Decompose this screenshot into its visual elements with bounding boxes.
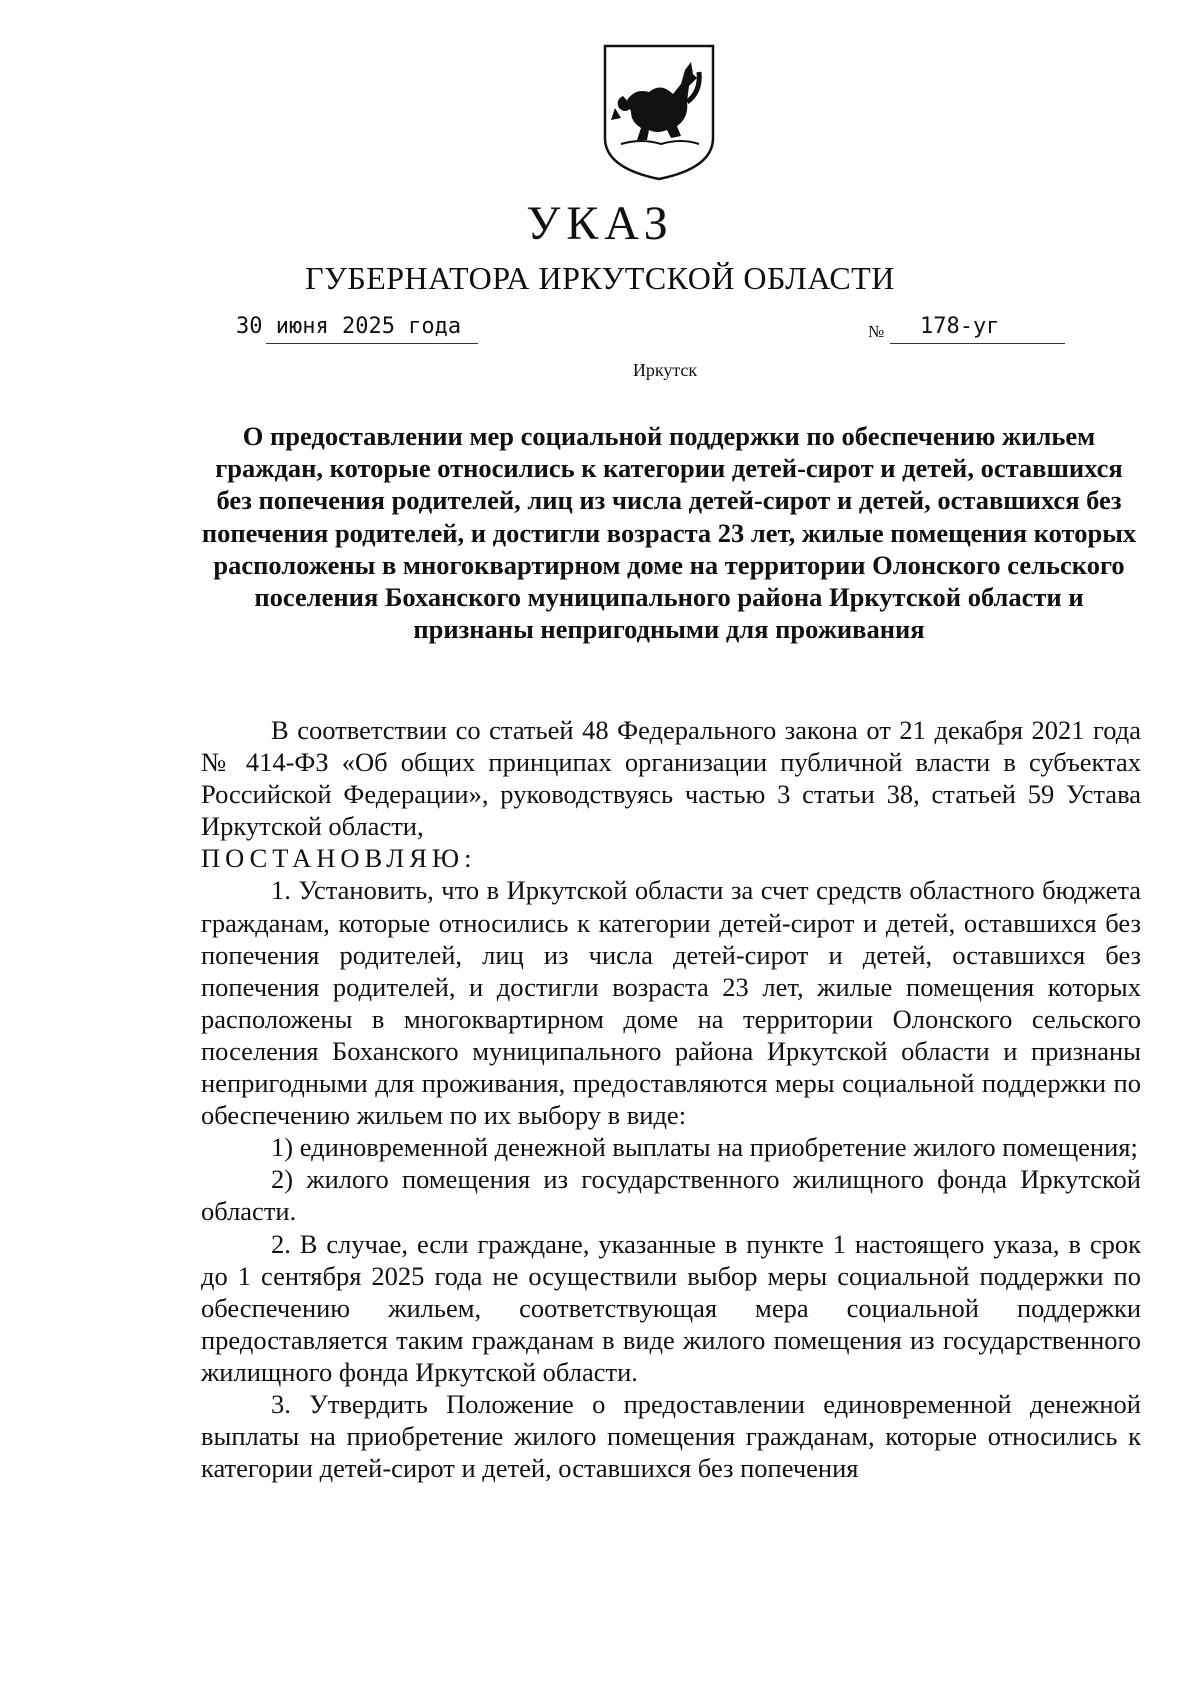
document-heading: О предоставлении мер социальной поддержки по обеспечению жильем граждан, которые относились к категории детей-сирот и детей, оставшихся без попечения родителей, лиц из числа детей-сирот и детей, оставшихся без попечения родителей, и достигли возраста 23 лет, жилые помещения которых расположены в многоквартирном доме на территории Олонского сельского поселения Боханского муниципального района Иркутской области и признаны непригодными для проживания [201,421,1137,645]
date-underline [266,343,478,344]
paragraph-1: 1. Установить, что в Иркутской области за счет средств областного бюджета гражданам, которые относились к категории детей-сирот и детей, оставшихся без попечения родителей, лиц из числа детей-сирот и детей, оставшихся без попечения родителей, и достигли возраста 23 лет, жилые помещения которых расположены в многоквартирном доме на территории Олонского сельского поселения Боханского муниципального района Иркутской области и признаны непригодными для проживания, предоставляются меры социальной поддержки по обеспечению жильем по их выбору в виде: [201,875,1141,1131]
document-number: 178-уг [920,314,1000,339]
document-subtitle: ГУБЕРНАТОРА ИРКУТСКОЙ ОБЛАСТИ [305,260,895,296]
paragraph-1-item-2: 2) жилого помещения из государственного жилищного фонда Иркутской области. [201,1164,1141,1227]
coat-of-arms-icon [601,42,717,182]
document-body [201,714,1141,1484]
number-sign: № [868,322,885,341]
preamble: В соответствии со статьей 48 Федерального закона от 21 декабря 2021 года № 414-ФЗ «Об общих принципах организации публичной власти в субъектах Российской Федерации», руководствуясь частью 3 статьи 38, статьей 59 Устава Иркутской области, [201,715,1141,842]
paragraph-2: 2. В случае, если граждане, указанные в пункте 1 настоящего указа, в срок до 1 сентября 2025 года не осуществили выбор меры социальной поддержки по обеспечению жильем, соответствующая мера социальной поддержки предоставляется таким гражданам в виде жилого помещения из государственного жилищного фонда Иркутской области. [201,1228,1141,1387]
paragraph-1-item-1: 1) единовременной денежной выплаты на приобретение жилого помещения; [271,1132,1138,1163]
number-underline [890,343,1065,344]
document-date: 30 июня 2025 года [236,314,462,339]
document-city: Иркутск [632,360,698,380]
decree-word: ПОСТАНОВЛЯЮ: [201,843,477,874]
document-title: УКАЗ [526,197,674,250]
paragraph-3: 3. Утвердить Положение о предоставлении единовременной денежной выплаты на приобретение жилого помещения гражданам, которые относились к категории детей-сирот и детей, оставшихся без попечения [201,1388,1141,1484]
